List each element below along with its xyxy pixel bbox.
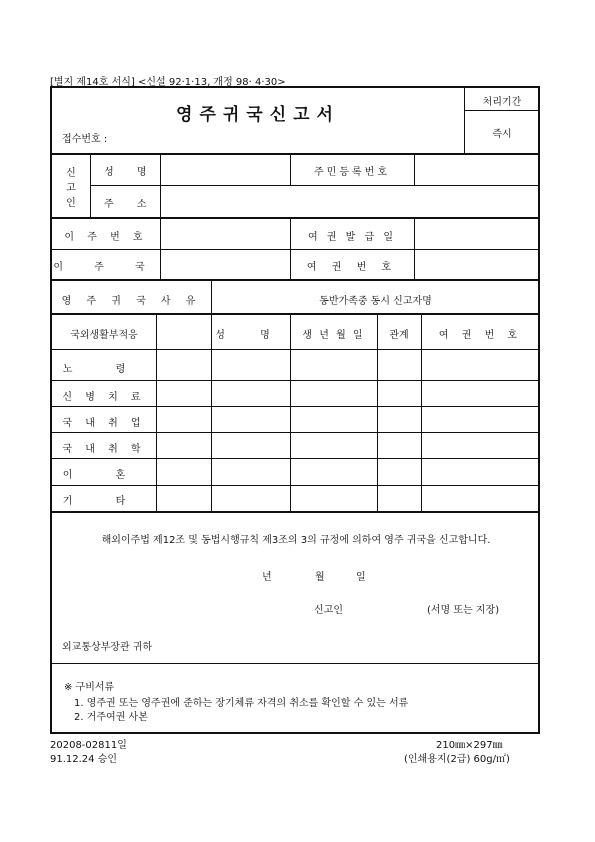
emigration-country-label: 이 주 국 bbox=[53, 262, 159, 273]
form-code: 20208-02811일 bbox=[50, 740, 127, 751]
addressee: 외교통상부장관 귀하 bbox=[62, 642, 153, 653]
reason-domestic-study: 국 내 취 학 bbox=[62, 444, 146, 455]
reason-medical-treatment: 신 병 치 료 bbox=[62, 392, 146, 403]
reporter-name-field[interactable] bbox=[161, 154, 289, 185]
required-documents-heading: ※ 구비서류 bbox=[64, 682, 115, 693]
emigration-country-field[interactable] bbox=[161, 250, 289, 279]
processing-period-label: 처리기간 bbox=[482, 97, 522, 108]
form-title: 영주귀국신고서 bbox=[176, 105, 340, 125]
signature-field[interactable] bbox=[352, 596, 422, 616]
passport-issue-date-field[interactable] bbox=[415, 219, 540, 249]
reason-divorce: 이 혼 bbox=[62, 470, 146, 481]
reason-other: 기 타 bbox=[62, 496, 146, 507]
return-reason-label: 영 주 귀 국 사 유 bbox=[61, 296, 202, 307]
receipt-number-label: 접수번호 : bbox=[62, 134, 108, 145]
passport-number-field[interactable] bbox=[415, 250, 540, 279]
passport-number-label: 여 권 번 호 bbox=[306, 262, 398, 273]
accompanying-family-label: 동반가족중 동시 신고자명 bbox=[319, 296, 432, 307]
passport-issue-date-label: 여 권 발 급 일 bbox=[307, 232, 396, 243]
date-year: 년 bbox=[262, 572, 272, 583]
header-passport-number: 여 권 번 호 bbox=[438, 330, 523, 341]
reporter-sign-label: 신고인 bbox=[314, 605, 343, 616]
header-birth-date: 생 년 월 일 bbox=[302, 330, 365, 341]
required-document-1: 1. 영주권 또는 영주권에 준하는 장기체류 자격의 취소를 확인할 수 있는 서류 bbox=[74, 698, 409, 709]
signature-note: (서명 또는 지장) bbox=[427, 605, 500, 616]
reporter-name-label: 성 명 bbox=[104, 167, 157, 178]
resident-number-label: 주민등록번호 bbox=[314, 167, 390, 178]
reason-old-age: 노 령 bbox=[62, 364, 146, 375]
declaration-text: 해외이주법 제12조 및 동법시행규칙 제3조의 3의 규정에 의하여 영주 귀국을 신고합니다. bbox=[101, 535, 491, 546]
header-name: 성 명 bbox=[215, 330, 286, 341]
date-day: 일 bbox=[356, 572, 366, 583]
emigration-number-label: 이 주 번 호 bbox=[64, 232, 148, 243]
header-relation: 관계 bbox=[389, 330, 409, 341]
reporter-address-label: 주 소 bbox=[104, 199, 157, 210]
header-overseas-maladjustment: 국외생활부적응 bbox=[70, 330, 138, 341]
return-report-form bbox=[50, 86, 540, 734]
processing-period-value: 즉시 bbox=[492, 129, 512, 140]
reporter-address-field[interactable] bbox=[161, 186, 540, 217]
date-month: 월 bbox=[315, 572, 325, 583]
paper-size: 210㎜×297㎜ bbox=[436, 740, 503, 751]
paper-spec: (인쇄용지(2급) 60g/㎡) bbox=[404, 754, 510, 765]
approval-date: 91.12.24 승인 bbox=[50, 754, 118, 765]
required-document-2: 2. 거주여권 사본 bbox=[74, 712, 148, 723]
emigration-number-field[interactable] bbox=[161, 219, 289, 249]
reporter-label-2: 고 bbox=[66, 183, 76, 194]
reporter-label-1: 신 bbox=[66, 168, 76, 179]
reason-domestic-employment: 국 내 취 업 bbox=[62, 418, 146, 429]
reporter-label-3: 인 bbox=[66, 198, 76, 209]
form-number-note: [별지 제14호 서식] <신설 92·1·13, 개정 98· 4·30> bbox=[50, 77, 286, 88]
resident-number-field[interactable] bbox=[415, 154, 540, 185]
